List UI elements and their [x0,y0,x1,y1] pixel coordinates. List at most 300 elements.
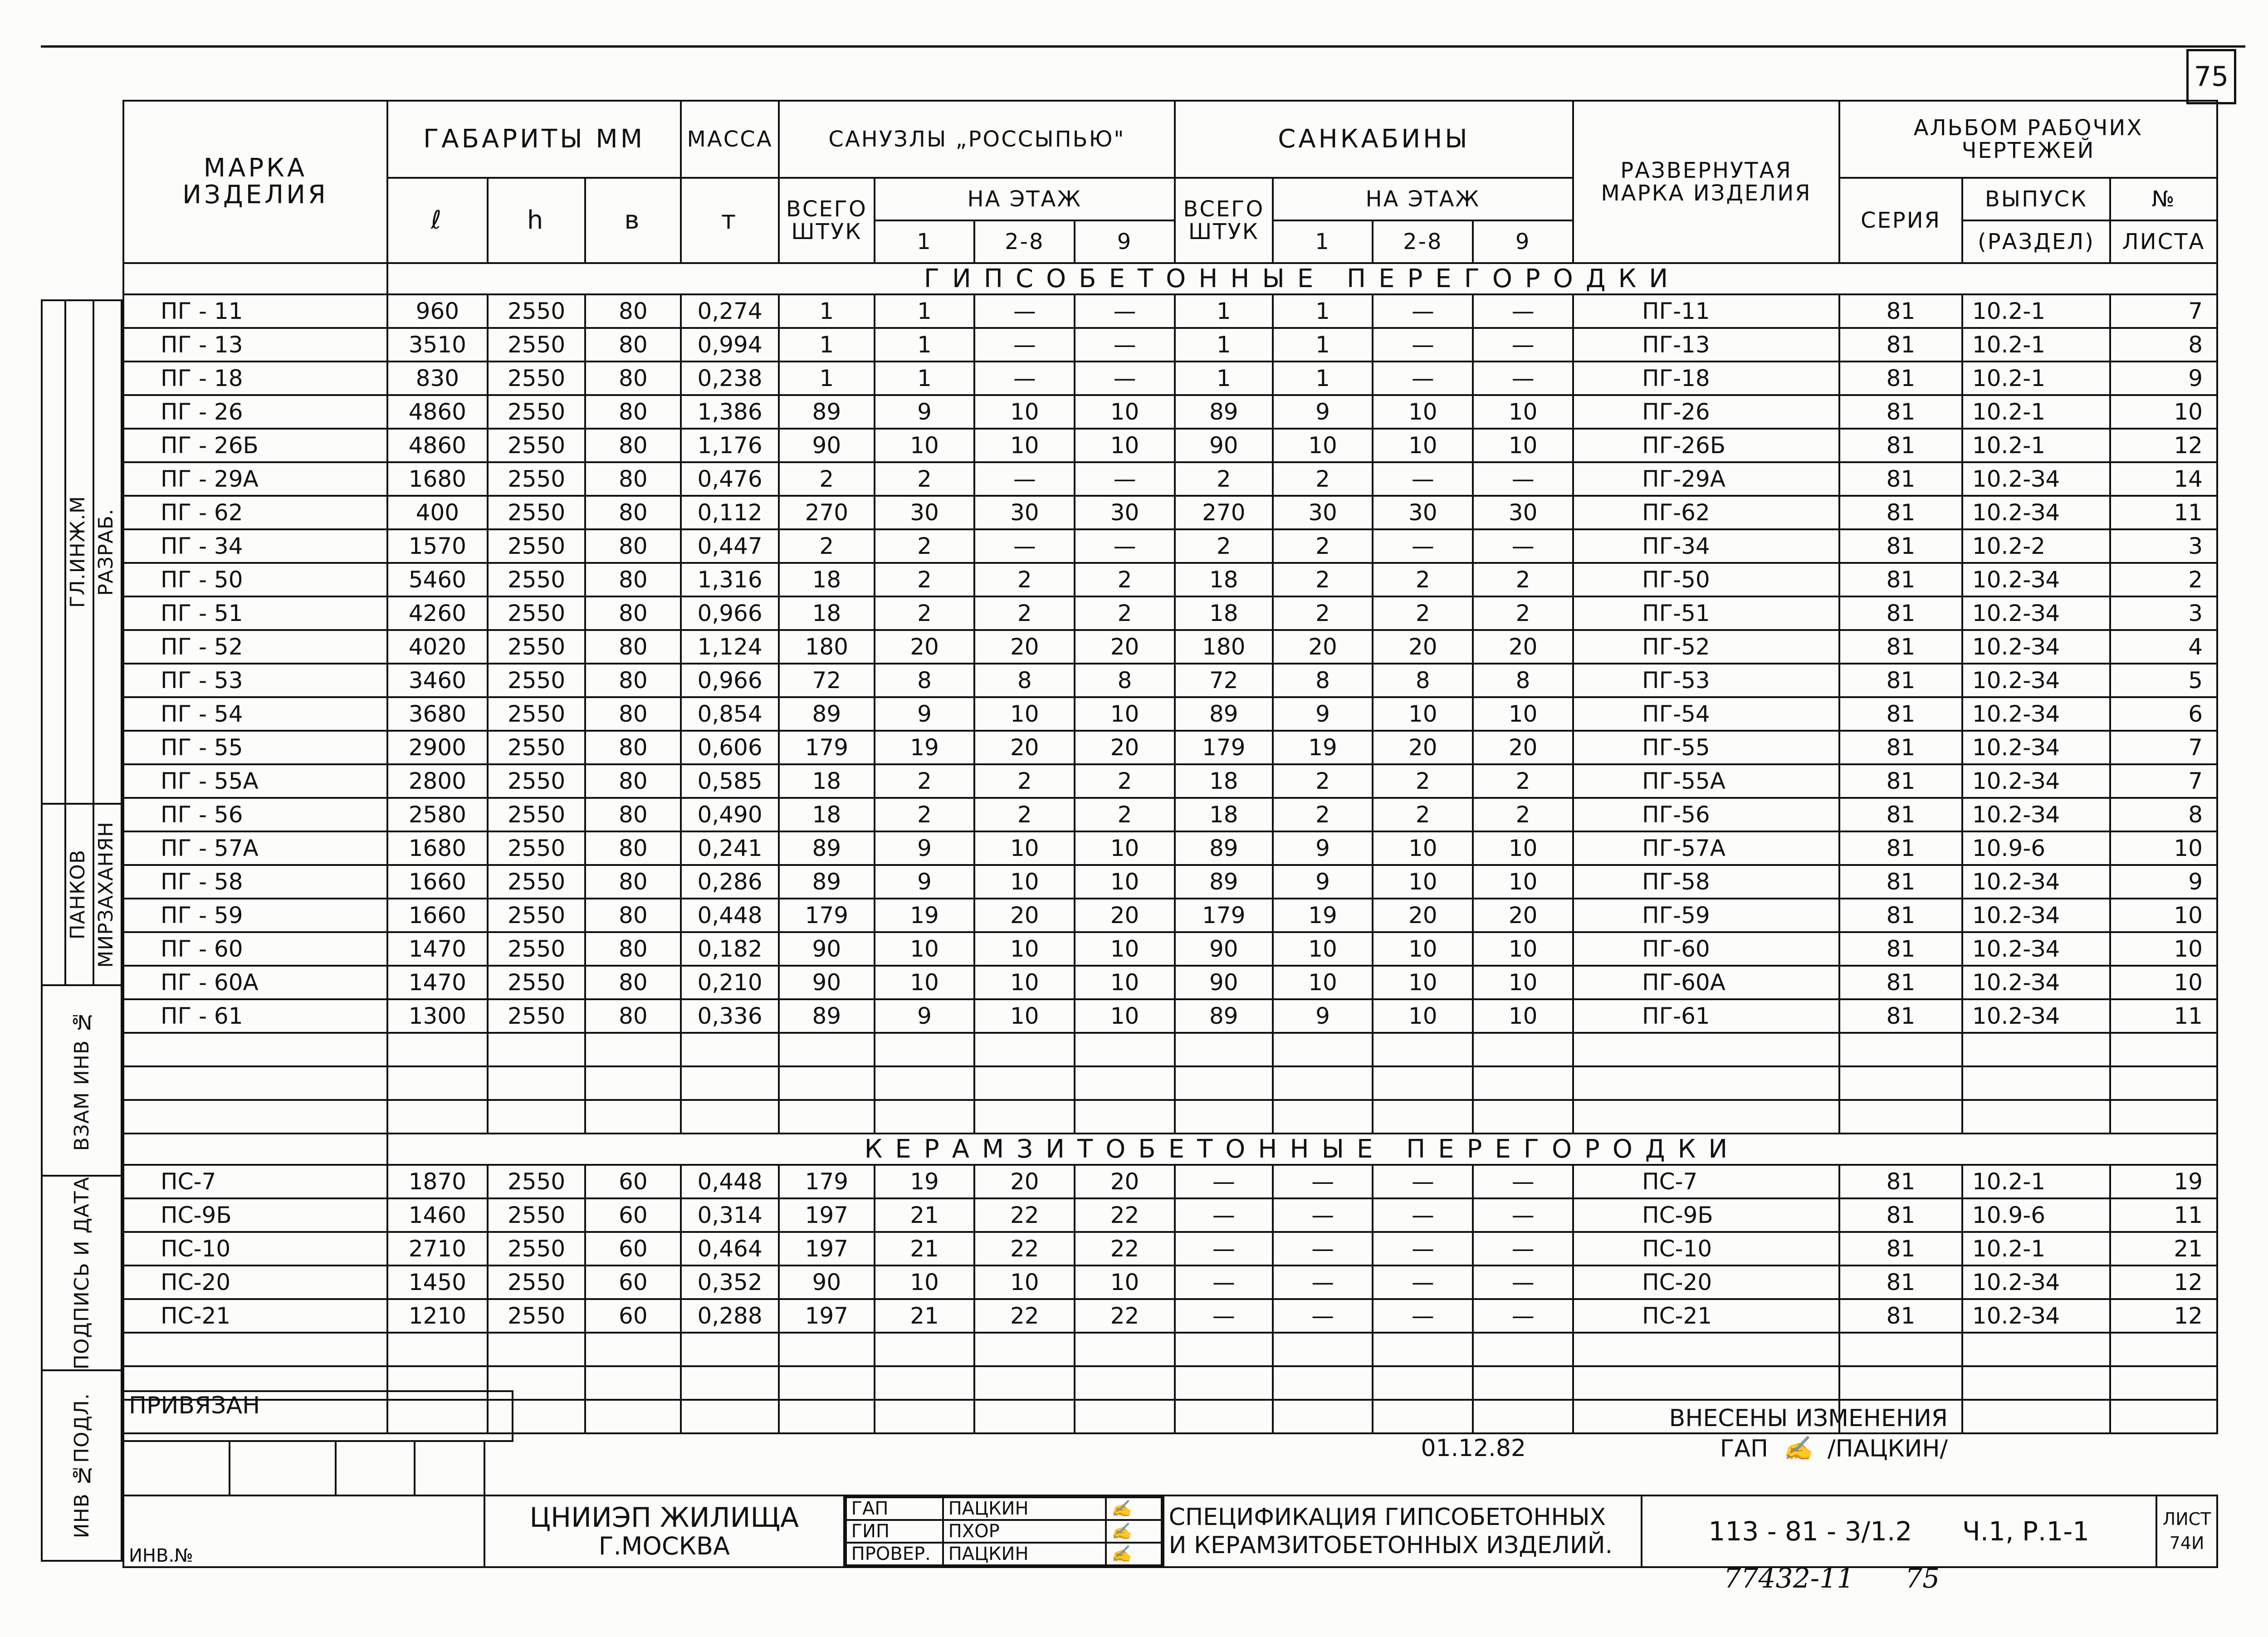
table-cell: 10 [1373,932,1473,966]
table-cell: 197 [779,1299,875,1333]
table-cell: 179 [779,731,875,764]
table-cell: 7 [2110,731,2217,764]
table-cell: 10.2-З4 [1962,966,2110,999]
table-cell: 30 [1473,496,1573,529]
table-cell: — [1373,294,1473,328]
table-cell: 270 [779,496,875,529]
table-cell: 81 [1839,999,1962,1033]
table-cell: 7 [2110,764,2217,798]
empty-row [123,1033,2217,1066]
table-cell: 2 [1273,596,1373,630]
table-cell: 21 [875,1232,975,1266]
table-cell: 0,238 [681,362,779,395]
table-cell: 30 [974,496,1075,529]
table-cell: 2 [875,563,975,596]
table-cell: 8 [1273,664,1373,697]
table-cell: 2 [779,529,875,563]
table-cell: ПГ-50 [1573,563,1839,596]
table-cell: 2 [875,529,975,563]
specification-table [122,100,2218,1434]
table-cell: 1660 [387,865,488,899]
table-cell: 10 [1373,395,1473,429]
table-row [123,563,2217,596]
table-row [123,462,2217,496]
table-cell: 80 [585,932,681,966]
table-cell: 1,176 [681,429,779,462]
table-cell: ПГ - 13 [123,328,387,362]
table-cell: 89 [1175,395,1273,429]
table-cell: 89 [1175,697,1273,731]
table-cell: 11 [2110,496,2217,529]
table-cell: 10 [1473,999,1573,1033]
table-row [123,697,2217,731]
table-cell: 80 [585,731,681,764]
table-cell: 830 [387,362,488,395]
table-cell: 2550 [488,1232,586,1266]
table-cell: ПГ-56 [1573,798,1839,831]
table-cell: 2 [1373,563,1473,596]
table-row [123,798,2217,831]
top-border-line [41,45,2245,48]
table-cell: — [1373,1165,1473,1198]
table-cell: — [1273,1266,1373,1299]
table-cell: 81 [1839,563,1962,596]
table-cell: 2550 [488,362,586,395]
table-cell: 20 [1075,731,1175,764]
table-cell: 19 [1273,731,1373,764]
table-cell: 2 [1273,798,1373,831]
table-cell: — [974,328,1075,362]
table-cell: 960 [387,294,488,328]
table-cell: 90 [779,932,875,966]
table-cell: 22 [1075,1232,1175,1266]
table-cell: 10 [1373,429,1473,462]
table-cell: 81 [1839,529,1962,563]
table-cell: 1210 [387,1299,488,1333]
table-cell: ПГ-57А [1573,831,1839,865]
table-cell: 0,447 [681,529,779,563]
table-cell: ПГ - 60А [123,966,387,999]
mass-unit-header: т [681,178,779,263]
table-cell: 2550 [488,932,586,966]
table-cell: — [1075,362,1175,395]
changes-note: ВНЕСЕНЫ ИЗМЕНЕНИЯ [1669,1405,1948,1432]
table-row [123,1232,2217,1266]
table-cell: ПГ - 54 [123,697,387,731]
table-cell: 20 [875,630,975,664]
table-cell: 2 [1473,764,1573,798]
table-cell: 2 [974,764,1075,798]
table-cell: 20 [1075,899,1175,932]
table-cell: 80 [585,328,681,362]
table-cell: 9 [875,697,975,731]
table-row [123,496,2217,529]
mark-header: МАРКА ИЗДЕЛИЯ [123,101,387,263]
cabin-floor-1: 1 [1273,220,1373,263]
table-cell: — [1175,1165,1273,1198]
table-cell: 10 [1373,999,1473,1033]
table-cell: 2710 [387,1232,488,1266]
table-cell: 81 [1839,328,1962,362]
section-title: ГИПСОБЕТОННЫЕ ПЕРЕГОРОДКИ [387,263,2217,294]
table-cell: 1450 [387,1266,488,1299]
table-cell: 2550 [488,764,586,798]
table-cell: 2550 [488,328,586,362]
table-row [123,1198,2217,1232]
table-cell: 90 [779,1266,875,1299]
empty-row [123,1100,2217,1134]
table-cell: 2 [2110,563,2217,596]
table-cell: 10.2-З4 [1962,999,2110,1033]
table-cell: 80 [585,697,681,731]
table-cell: 21 [875,1299,975,1333]
table-cell: 81 [1839,1198,1962,1232]
strip-pankov: ПАНКОВ [66,849,89,940]
table-cell: ПГ - 26 [123,395,387,429]
table-cell: 22 [974,1299,1075,1333]
table-cell: 10.9-6 [1962,1198,2110,1232]
table-cell: — [1473,529,1573,563]
table-cell: 20 [1273,630,1373,664]
table-cell: — [1473,1165,1573,1198]
table-cell: 1 [1175,328,1273,362]
table-cell: — [1373,1232,1473,1266]
table-cell: 80 [585,294,681,328]
table-cell: 81 [1839,731,1962,764]
table-cell: 20 [1473,630,1573,664]
table-cell: 10 [2110,932,2217,966]
table-cell: 10 [1473,865,1573,899]
table-cell: 2 [1075,596,1175,630]
table-cell: ПС-21 [123,1299,387,1333]
table-cell: 2580 [387,798,488,831]
table-cell: 9 [875,999,975,1033]
table-cell: ПГ-62 [1573,496,1839,529]
dim-l-header: ℓ [387,178,488,263]
table-cell: 11 [2110,1198,2217,1232]
table-cell: 10 [1075,865,1175,899]
table-cell: 10 [974,932,1075,966]
table-cell: 0,994 [681,328,779,362]
table-cell: 1,316 [681,563,779,596]
table-row [123,294,2217,328]
table-cell: 0,464 [681,1232,779,1266]
title-block [122,1390,2218,1568]
table-cell: 81 [1839,294,1962,328]
table-cell: ПГ-60А [1573,966,1839,999]
table-cell: 2 [1075,798,1175,831]
table-cell: ПГ-55А [1573,764,1839,798]
table-cell: 81 [1839,932,1962,966]
table-cell: 10 [2110,831,2217,865]
table-cell: 2550 [488,596,586,630]
empty-row [123,1333,2217,1366]
table-cell: 2900 [387,731,488,764]
table-cell: 10 [1373,831,1473,865]
table-cell: 179 [1175,899,1273,932]
archive-page: 75 [1905,1563,1940,1594]
table-cell: 1 [875,294,975,328]
table-cell: ПГ - 61 [123,999,387,1033]
table-cell: 81 [1839,664,1962,697]
table-cell: 10 [2110,395,2217,429]
table-cell: 19 [875,1165,975,1198]
album-header: АЛЬБОМ РАБОЧИХ ЧЕРТЕЖЕЙ [1839,101,2217,178]
table-cell: 1 [779,328,875,362]
table-cell: — [974,462,1075,496]
table-cell: ПГ-29А [1573,462,1839,496]
table-cell: 0,490 [681,798,779,831]
table-cell: 80 [585,395,681,429]
table-cell: 2 [1373,596,1473,630]
table-cell: ПГ-54 [1573,697,1839,731]
table-cell: 7 [2110,294,2217,328]
table-cell: 0,286 [681,865,779,899]
table-cell: — [974,529,1075,563]
cabins-header: САНКАБИНЫ [1175,101,1573,178]
table-cell: 80 [585,429,681,462]
table-cell: — [1075,462,1175,496]
table-cell: 81 [1839,1232,1962,1266]
dims-header: ГАБАРИТЫ ММ [387,101,681,178]
table-cell: — [1373,1266,1473,1299]
bath-floor-2-8: 2-8 [974,220,1075,263]
table-row [123,932,2217,966]
table-cell: 10 [875,1266,975,1299]
table-cell: 80 [585,831,681,865]
table-cell: 180 [1175,630,1273,664]
table-cell: 0,288 [681,1299,779,1333]
table-cell: 90 [779,966,875,999]
table-cell: — [1373,362,1473,395]
table-cell: 30 [1373,496,1473,529]
table-cell: — [1473,462,1573,496]
table-cell: 2 [974,596,1075,630]
table-cell: 10 [1075,395,1175,429]
table-cell: 0,352 [681,1266,779,1299]
table-cell: 2 [1373,764,1473,798]
table-cell: 8 [1373,664,1473,697]
table-cell: 60 [585,1232,681,1266]
table-cell: ПГ-18 [1573,362,1839,395]
table-cell: 10.2-З4 [1962,496,2110,529]
table-cell: — [1075,328,1175,362]
table-cell: 10.2-З4 [1962,764,2110,798]
table-cell: 1 [779,362,875,395]
table-cell: 10 [974,697,1075,731]
table-cell: — [1273,1232,1373,1266]
table-cell: ПГ-53 [1573,664,1839,697]
table-cell: 2 [1175,529,1273,563]
table-cell: 2550 [488,1266,586,1299]
table-cell: 9 [1273,831,1373,865]
table-cell: — [1175,1198,1273,1232]
table-cell: — [1175,1232,1273,1266]
table-cell: 0,448 [681,899,779,932]
table-cell: 14 [2110,462,2217,496]
table-cell: 8 [1473,664,1573,697]
table-cell: — [1373,1198,1473,1232]
table-cell: 72 [1175,664,1273,697]
table-cell: 81 [1839,966,1962,999]
table-cell: — [1473,1232,1573,1266]
table-cell: 10.2-З4 [1962,462,2110,496]
table-cell: 5 [2110,664,2217,697]
table-cell: — [1473,362,1573,395]
table-cell: 80 [585,362,681,395]
table-cell: 10 [1075,697,1175,731]
table-cell: 10.2-З4 [1962,932,2110,966]
table-cell: 10 [1373,865,1473,899]
table-cell: 270 [1175,496,1273,529]
table-cell: 10 [1473,429,1573,462]
table-cell: 2550 [488,865,586,899]
table-cell: 80 [585,462,681,496]
table-cell: 0,585 [681,764,779,798]
table-row [123,596,2217,630]
table-cell: 9 [2110,865,2217,899]
table-cell: 2550 [488,429,586,462]
table-cell: 89 [779,865,875,899]
table-cell: ПГ - 52 [123,630,387,664]
table-cell: 89 [779,999,875,1033]
expanded-mark-header: РАЗВЕРНУТАЯ МАРКА ИЗДЕЛИЯ [1573,101,1839,263]
table-cell: ПГ-26 [1573,395,1839,429]
table-cell: 10 [1273,932,1373,966]
table-cell: 10 [1473,697,1573,731]
table-cell: ПГ-61 [1573,999,1839,1033]
table-cell: ПГ - 51 [123,596,387,630]
table-cell: 81 [1839,395,1962,429]
document-title: СПЕЦИФИКАЦИЯ ГИПСОБЕТОННЫХ И КЕРАМЗИТОБЕТОННЫХ ИЗДЕЛИЙ. [1163,1495,1642,1567]
table-cell: 80 [585,798,681,831]
table-cell: 2 [974,563,1075,596]
table-cell: 197 [779,1232,875,1266]
table-cell: 89 [1175,865,1273,899]
strip-signature-date: ПОДПИСЬ И ДАТА [70,1177,93,1370]
table-cell: 2 [1075,563,1175,596]
table-cell: 10.2-З4 [1962,731,2110,764]
table-cell: 81 [1839,865,1962,899]
table-cell: 1,124 [681,630,779,664]
empty-row [123,1066,2217,1100]
table-cell: 10.2-З4 [1962,596,2110,630]
table-cell: 80 [585,999,681,1033]
table-cell: 8 [2110,328,2217,362]
table-cell: 20 [974,899,1075,932]
table-cell: 1470 [387,932,488,966]
table-cell: 0,966 [681,596,779,630]
table-cell: 9 [2110,362,2217,395]
table-cell: ПС-10 [1573,1232,1839,1266]
table-cell: 80 [585,899,681,932]
table-cell: 81 [1839,630,1962,664]
table-cell: 2550 [488,731,586,764]
table-cell: 10 [2110,899,2217,932]
table-cell: ПГ-55 [1573,731,1839,764]
bound-label: ПРИВЯЗАН [123,1391,513,1441]
table-cell: 10 [875,429,975,462]
table-cell: 20 [974,731,1075,764]
organization: ЦНИИЭП ЖИЛИЩА Г.МОСКВА [484,1495,844,1567]
table-cell: 22 [1075,1198,1175,1232]
table-cell: 2550 [488,899,586,932]
table-cell: 2 [1273,563,1373,596]
table-cell: 10.2-З4 [1962,697,2110,731]
table-cell: 81 [1839,764,1962,798]
table-cell: ПГ-60 [1573,932,1839,966]
table-cell: 3460 [387,664,488,697]
table-cell: 2550 [488,798,586,831]
table-cell: 10 [1373,966,1473,999]
table-cell: 10 [2110,966,2217,999]
table-row [123,966,2217,999]
table-cell: 179 [779,899,875,932]
table-cell: 1 [1273,362,1373,395]
table-cell: 2550 [488,294,586,328]
table-cell: 89 [779,831,875,865]
table-cell: 10.2-1 [1962,328,2110,362]
table-cell: 10.2-З4 [1962,664,2110,697]
table-cell: ПГ-11 [1573,294,1839,328]
table-cell: — [1175,1266,1273,1299]
issue-sub-header: (РАЗДЕЛ) [1962,220,2110,263]
table-cell: 1 [875,328,975,362]
table-row [123,664,2217,697]
bath-floor-9: 9 [1075,220,1175,263]
table-cell: — [1273,1165,1373,1198]
table-cell: 10 [1075,932,1175,966]
table-cell: 20 [1473,899,1573,932]
table-cell: 10 [974,966,1075,999]
table-cell: 2 [1273,462,1373,496]
approvals-table: ГАП ПАЦКИН ✍ ГИП ПХОР ✍ ПРОВЕР. ПАЦКИН ✍ [845,1496,1163,1566]
table-cell: 1680 [387,831,488,865]
table-cell: 400 [387,496,488,529]
table-cell: — [1473,1198,1573,1232]
table-cell: — [1373,462,1473,496]
table-cell: 179 [1175,731,1273,764]
table-cell: ПГ - 26Б [123,429,387,462]
table-cell: 10.2-1 [1962,294,2110,328]
table-cell: ПГ - 18 [123,362,387,395]
table-cell: 5460 [387,563,488,596]
table-cell: — [1075,294,1175,328]
table-cell: 30 [1273,496,1373,529]
bath-per-floor-header: НА ЭТАЖ [875,178,1175,220]
table-cell: 10.2-1 [1962,395,2110,429]
table-cell: 2 [875,798,975,831]
table-cell: 22 [1075,1299,1175,1333]
table-cell: 2 [875,764,975,798]
table-row [123,395,2217,429]
table-cell: 1660 [387,899,488,932]
table-cell: 12 [2110,429,2217,462]
table-cell: 10 [974,865,1075,899]
table-cell: 0,241 [681,831,779,865]
table-cell: 72 [779,664,875,697]
issue-header: ВЫПУСК [1962,178,2110,220]
table-cell: ПГ - 59 [123,899,387,932]
table-row [123,529,2217,563]
table-cell: 0,112 [681,496,779,529]
table-cell: 20 [1373,731,1473,764]
table-cell: — [974,362,1075,395]
archive-number: 77432-11 [1724,1563,1854,1594]
table-cell: 0,314 [681,1198,779,1232]
table-cell: 10 [875,966,975,999]
table-cell: 0,476 [681,462,779,496]
